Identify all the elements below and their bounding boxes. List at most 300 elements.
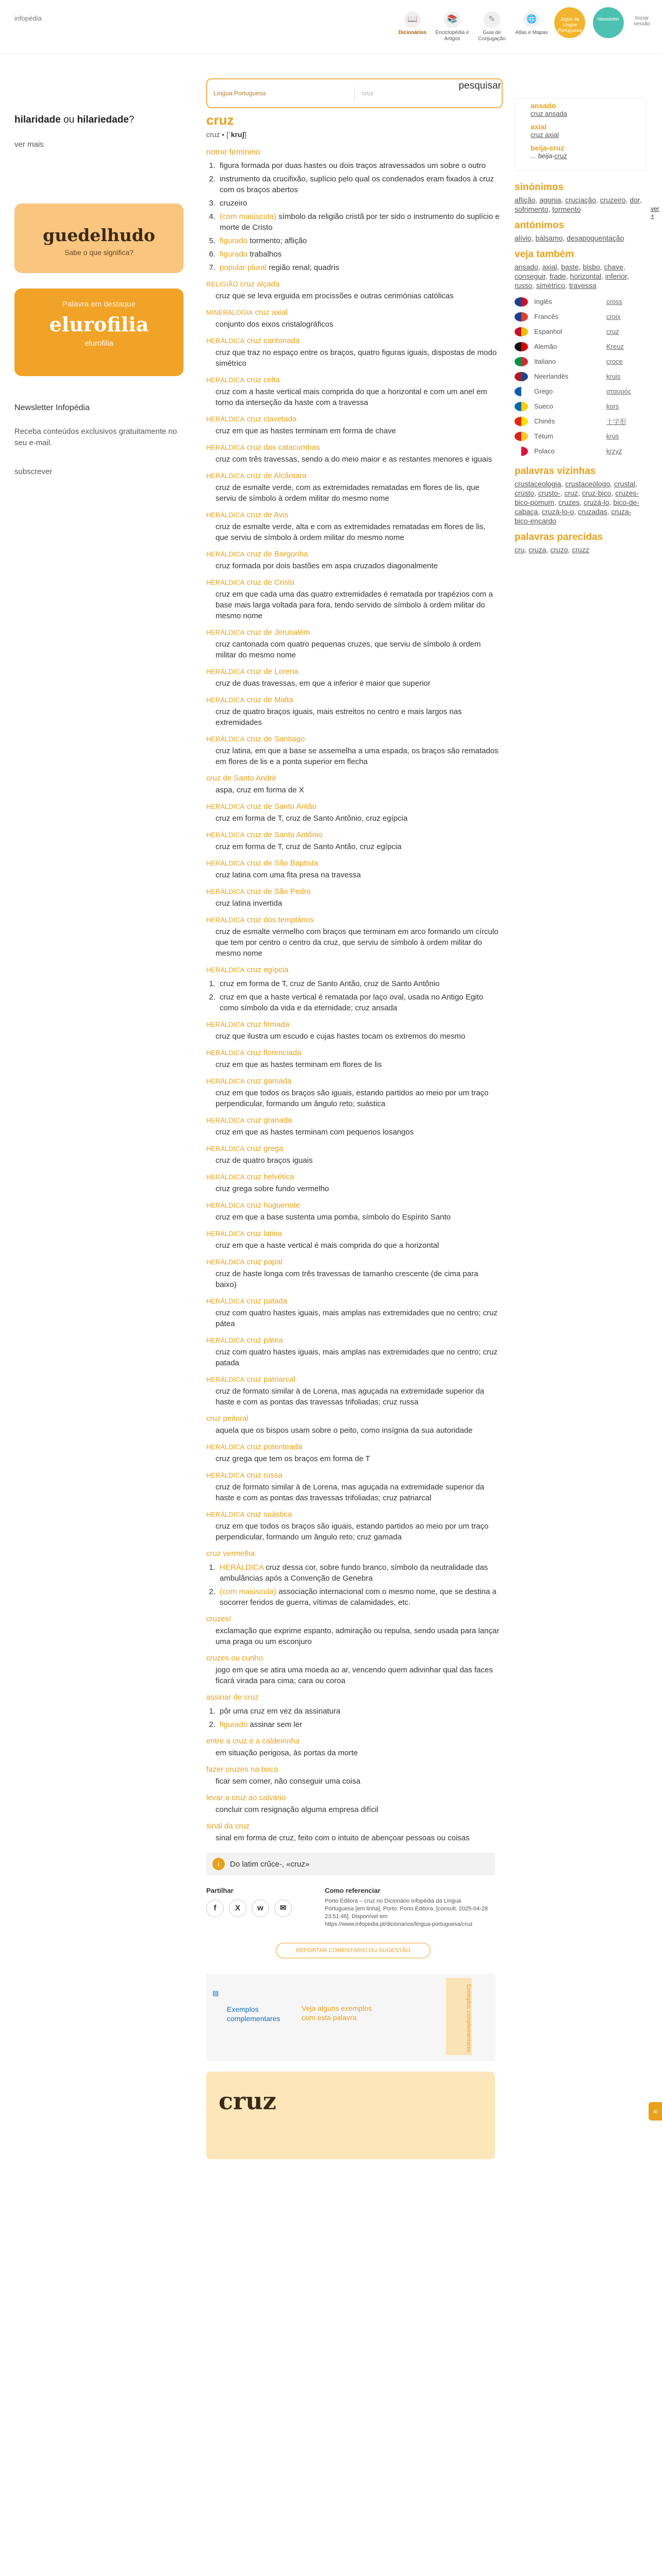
word-link[interactable]: aflição: [515, 196, 536, 204]
share-label: Partilhar: [206, 1887, 234, 1894]
subentry: [206, 1510, 500, 1543]
subentry: [206, 279, 500, 301]
etymology-text: Do latim crŭce-, «cruz»: [230, 1859, 310, 1869]
subentry-definition: cruz em forma de T, cruz de Santo Antônio, cruz egípcia: [216, 814, 408, 823]
translation-word[interactable]: 十字形: [606, 418, 627, 426]
translation-language: Alemão: [534, 343, 557, 350]
subentry-definition: aspa, cruz em forma de X: [216, 786, 304, 794]
subentry: [206, 830, 500, 852]
report-button[interactable]: REPORTAR COMENTÁRIO OU SUGESTÃO: [276, 1943, 431, 1958]
subentry-title[interactable]: [206, 1200, 500, 1211]
subentry: [206, 695, 500, 728]
translation-row[interactable]: [515, 429, 646, 444]
search-input[interactable]: cruz: [362, 90, 374, 97]
subentry-title[interactable]: [206, 1076, 500, 1087]
subentry-assinar: assinar de cruz 1. pôr uma cruz em vez da assinatura 2. figurado assinar sem ler: [206, 1692, 500, 1730]
subentry-term: cruz de Jerusalém: [246, 628, 310, 637]
subentry: [206, 1821, 500, 1843]
word-link[interactable]: cruza: [528, 546, 547, 554]
subentry-title[interactable]: [206, 1144, 500, 1154]
subentry-term: cruz potenteada: [246, 1443, 303, 1451]
whatsapp-icon[interactable]: w: [252, 1900, 269, 1917]
translation-row[interactable]: [515, 309, 646, 324]
subentry-term: cruz grega: [246, 1144, 284, 1153]
word-link[interactable]: chave: [604, 263, 623, 271]
pronunciation: ˈkruʃ: [228, 130, 245, 139]
subentry: [206, 578, 500, 621]
word-link[interactable]: cruzeiro: [600, 196, 626, 204]
nav-conjugation[interactable]: [474, 11, 510, 42]
spelling-question-mark: ?: [128, 114, 135, 125]
subentry-term: cruz patada: [246, 1297, 287, 1306]
subentry-domain: HERÁLDICA: [206, 916, 245, 924]
subentry-title[interactable]: [206, 1296, 500, 1307]
nearby-section: [515, 466, 646, 526]
subentry-title[interactable]: [206, 1765, 500, 1775]
subentry-definition: cruz de duas travessas, em que a inferior é maior que superior: [216, 679, 431, 688]
word-link[interactable]: conseguir: [515, 272, 545, 280]
subentry: [206, 1115, 500, 1138]
subentry-domain: HERÁLDICA: [206, 1145, 245, 1153]
translation-row[interactable]: [515, 384, 646, 399]
subentry-title[interactable]: [206, 1172, 500, 1182]
subentry-title[interactable]: [206, 1470, 500, 1481]
subentry-definition: cruz que se leva erguida em procissões e outras cerimónias católicas: [216, 292, 454, 300]
word-link[interactable]: cruzá-lo: [583, 498, 609, 506]
subentry-definition: cruz de haste longa com três travessas de tamanho crescente (de cima para baixo): [216, 1269, 478, 1289]
examples-ad[interactable]: [206, 1974, 495, 2061]
floating-menu-button[interactable]: ≡: [649, 2102, 662, 2121]
word-link[interactable]: horizontal: [570, 272, 602, 280]
subentry-title[interactable]: [206, 734, 500, 744]
site-logo[interactable]: infopédia: [14, 14, 42, 22]
translation-language: Italiano: [534, 358, 556, 365]
flag-icon: [515, 327, 528, 336]
word-link[interactable]: tormento: [552, 205, 581, 213]
search-button[interactable]: pesquisar: [458, 80, 501, 91]
word-link[interactable]: crustal: [614, 480, 636, 488]
subentry: [206, 1414, 500, 1436]
see-also-list: ansado, axial, baste, bisbo, chave, conseguir, frade, horizontal, inferior, russo, simétrico, travessa: [515, 263, 629, 290]
subentry-term: levar a cruz ao calvário: [206, 1793, 286, 1802]
subentry-title[interactable]: [206, 1229, 500, 1239]
flag-icon: [515, 312, 528, 321]
nearby-title: palavras vizinhas: [515, 466, 596, 477]
subentry: [206, 1442, 500, 1464]
subentry-title[interactable]: [206, 802, 500, 812]
reference-text: Porto Editora – cruz no Dicionário infopédia da Língua Portuguesa [em linha]. Porto: Porto Editora. [consult. 2025-04-28 23:51:46]. Disponível em https://www.infopedia.pt/dicionarios/lingua-portuguesa/cruz: [325, 1898, 488, 1927]
etymology-box[interactable]: [206, 1853, 495, 1875]
share-section: [206, 1887, 325, 1928]
see-also-section: [515, 249, 646, 290]
subentry-title[interactable]: [206, 1414, 500, 1424]
word-link[interactable]: axial: [542, 263, 557, 271]
flag-icon: [515, 387, 528, 396]
subentry-domain: HERÁLDICA: [206, 337, 245, 345]
subentry: [206, 471, 500, 504]
word-link[interactable]: baste: [561, 263, 579, 271]
side-tab-link[interactable]: ver +: [651, 205, 659, 219]
subentry-title[interactable]: [206, 279, 500, 290]
subentry-term: cruz russa: [246, 1471, 283, 1480]
subentry-title[interactable]: [206, 510, 500, 520]
subentry-term: cruz cantonada: [246, 336, 300, 345]
subentry-term: cruz peitoral: [206, 1414, 249, 1423]
subentry-definition: em situação perigosa, às portas da morte: [216, 1749, 358, 1757]
flag-icon: [515, 417, 528, 426]
subentry-title[interactable]: [206, 1048, 500, 1058]
translation-word[interactable]: krús: [606, 432, 619, 440]
similar-section: [515, 532, 646, 554]
subentry-domain: HERÁLDICA: [206, 1230, 245, 1238]
subentry: [206, 734, 500, 767]
translation-language: Espanhol: [534, 328, 562, 335]
etymology-icon: i: [212, 1858, 225, 1870]
subentry-term: cruzes ou cunho: [206, 1654, 263, 1663]
subentry-definition: cruz em que as hastes terminam em forma de chave: [216, 427, 396, 435]
featured-word-sub: elurofilia: [85, 339, 113, 348]
subentry-definition: cruz grega sobre fundo vermelho: [216, 1184, 329, 1193]
nav-atlas-label: Atlas e Mapas: [515, 30, 548, 36]
subentry-definition: cruz com a haste vertical mais comprida do que a horizontal e com um anel em torno da interseção da haste com a travessa: [216, 387, 487, 407]
subentry-title[interactable]: [206, 830, 500, 840]
translation-word[interactable]: cruz: [606, 328, 619, 335]
subentry-title[interactable]: [206, 858, 500, 869]
subentry-definition: ficar sem comer, não conseguir uma coisa: [216, 1777, 360, 1786]
subentry-title[interactable]: [206, 375, 500, 385]
subentry-term: cruz latina: [246, 1229, 282, 1238]
subentry-definition: exclamação que exprime espanto, admiração ou repulsa, sendo usada para lançar uma praga ou um esconjuro: [216, 1626, 500, 1646]
subentry-title[interactable]: [206, 308, 500, 318]
right-sidebar: [515, 98, 646, 554]
translation-word[interactable]: σταυρός: [606, 387, 632, 395]
syllables: cruz: [206, 130, 220, 139]
facebook-icon[interactable]: f: [206, 1900, 224, 1917]
examples-vertical-tab[interactable]: Exemplos complementares: [446, 1978, 472, 2055]
subentry-title[interactable]: [206, 1442, 500, 1452]
subentry-term: cruz de São Pedro: [246, 887, 311, 896]
subentry-domain: HERÁLDICA: [206, 376, 245, 384]
newsletter-title: Newsletter Infopédia: [14, 403, 90, 412]
syllables-line: cruz ▪ [ˈkruʃ]: [206, 130, 247, 139]
language-select[interactable]: Língua Portuguesa: [213, 90, 266, 97]
word-link[interactable]: cruzadas: [577, 507, 607, 516]
related-word[interactable]: axial cruz axial: [531, 123, 559, 139]
word-link[interactable]: cruzes: [558, 498, 580, 506]
subentry: [206, 1793, 500, 1815]
word-link[interactable]: cruza-bico-encardo: [515, 507, 632, 525]
subentry-title[interactable]: [206, 1821, 500, 1832]
word-link[interactable]: bisbo: [583, 263, 600, 271]
subentry-title[interactable]: [206, 667, 500, 677]
subentry: [206, 549, 500, 571]
word-link[interactable]: cruzes-bico-pomum: [515, 489, 639, 506]
word-link[interactable]: ansado: [515, 263, 538, 271]
reference-label: Como referenciar: [325, 1887, 380, 1894]
translation-row[interactable]: [515, 399, 646, 414]
translation-word[interactable]: krzyż: [606, 447, 622, 455]
subentry-term: cruz pátea: [246, 1336, 283, 1345]
definition-item: 7. popular plural região renal; quadris: [218, 262, 500, 273]
subentry-domain: HERÁLDICA: [206, 444, 245, 451]
subentry-domain: HERÁLDICA: [206, 1471, 245, 1479]
email-icon[interactable]: ✉: [274, 1900, 292, 1917]
word-link[interactable]: cruzo: [550, 546, 568, 554]
subentry-title[interactable]: [206, 1736, 500, 1747]
definitions-list: [218, 160, 500, 273]
nav-encyclopedia[interactable]: [434, 11, 470, 42]
translation-language: Chinês: [534, 417, 555, 425]
games-button[interactable]: Jogos da Língua Portuguesa: [554, 7, 585, 38]
subentry-term: cruz de Santo André: [206, 774, 276, 783]
subentry: [206, 1076, 500, 1109]
word-link[interactable]: desapoquentação: [567, 234, 624, 242]
subentry-domain: HERÁLDICA: [206, 511, 245, 519]
featured-word: elurofilia: [49, 313, 149, 336]
translation-language: Francês: [534, 313, 558, 320]
subentry: [206, 628, 500, 660]
subentry: [206, 336, 500, 369]
word-link[interactable]: crusto: [515, 489, 535, 497]
subentry: [206, 1229, 500, 1251]
x-twitter-icon[interactable]: X: [229, 1900, 246, 1917]
translation-row[interactable]: [515, 339, 646, 354]
related-word[interactable]: ansado cruz ansada: [531, 101, 567, 117]
word-link[interactable]: cruzá-lo-o: [541, 507, 574, 516]
subentry-domain: HERÁLDICA: [206, 1258, 245, 1266]
flag-icon: [515, 447, 528, 456]
subentry-title[interactable]: [206, 773, 500, 784]
subentry-definition: cruz de esmalte verde, com as extremidades rematadas em flores de lis, que serviu de símbolo à ordem militar do mesmo nome: [216, 483, 479, 503]
subentry-domain: HERÁLDICA: [206, 1201, 245, 1209]
subentry-title[interactable]: [206, 578, 500, 588]
subentry-title[interactable]: [206, 443, 500, 453]
subentry-term: cruz de Cristo: [246, 578, 295, 587]
subentry-domain: HERÁLDICA: [206, 1049, 245, 1057]
word-link[interactable]: bálsamo: [535, 234, 563, 242]
subentry-domain: HERÁLDICA: [206, 735, 245, 743]
bottom-word: cruz: [219, 2087, 276, 2115]
definition-item: 3. cruzeiro: [218, 198, 500, 209]
subentry-title[interactable]: [206, 414, 500, 425]
translation-row[interactable]: [515, 414, 646, 429]
word-link[interactable]: sofrimento: [515, 205, 549, 213]
subentry-definition: cruz de esmalte verde, alta e com as extremidades rematadas em flores de lis, que serviu de símbolo à ordem militar do mesmo nome: [216, 522, 486, 542]
subentry-term: cruz helvética: [246, 1173, 294, 1181]
share-and-reference: [206, 1887, 500, 1928]
word-link[interactable]: agonia: [539, 196, 561, 204]
word-link[interactable]: alívio: [515, 234, 532, 242]
word-link[interactable]: crusto-: [538, 489, 560, 497]
subentry-domain: HERÁLDICA: [206, 1297, 245, 1305]
subentry-definition: cruz em que a haste vertical é mais comprida do que a horizontal: [216, 1241, 439, 1250]
translation-language: Grego: [534, 387, 553, 395]
subentry-title[interactable]: [206, 1257, 500, 1267]
spelling-option-a: hilaridade: [14, 114, 61, 125]
expressions-list: [206, 1614, 500, 1686]
subentry: [206, 1736, 500, 1758]
word-link[interactable]: inferior: [605, 272, 627, 280]
subentry: [206, 915, 500, 959]
synonyms-section: [515, 182, 646, 214]
subentry: [206, 1765, 500, 1787]
subentry: [206, 443, 500, 465]
nav-encyclopedia-label: Enciclopédia e Artigos: [435, 30, 469, 42]
definition-item: 4. (com maiúscula) símbolo da religião cristã por ter sido o instrumento do suplício e morte de Cristo: [218, 211, 500, 233]
subentry: [206, 773, 500, 795]
subentry-title[interactable]: [206, 1793, 500, 1803]
subentry-title[interactable]: [206, 887, 500, 897]
definition-item: 2. cruz em que a haste vertical é rematada por laço oval, usada no Antigo Egito como símbolo da vida e da eternidade; cruz ansada: [218, 992, 500, 1013]
see-more-link[interactable]: ver mais: [14, 140, 44, 149]
subentry-domain: HERÁLDICA: [206, 668, 245, 675]
word-link[interactable]: russo: [515, 281, 533, 290]
subentry-domain: HERÁLDICA: [206, 831, 245, 839]
subentries-list: [206, 279, 500, 959]
word-link[interactable]: frade: [549, 272, 566, 280]
subentry: [206, 1048, 500, 1070]
translation-language: Sueco: [534, 402, 553, 410]
subentry-title[interactable]: [206, 549, 500, 560]
subscribe-link[interactable]: subscrever: [14, 467, 53, 476]
subentry-title[interactable]: [206, 1510, 500, 1520]
subentry-title[interactable]: [206, 695, 500, 705]
conjugation-icon: ✎: [484, 11, 500, 28]
subentry-title[interactable]: [206, 1335, 500, 1346]
definition-item: 1. cruz em forma de T, cruz de Santo Antão, cruz de Santo Antônio: [218, 978, 500, 989]
subentry-definition: cruz em que a base sustenta uma pomba, símbolo do Espírito Santo: [216, 1213, 451, 1222]
nav-atlas[interactable]: [514, 11, 550, 36]
word-link[interactable]: bico-de-cabaça: [515, 498, 639, 516]
subentry-term: cruz de Alcântara: [246, 471, 307, 480]
nav-dictionaries[interactable]: [394, 11, 431, 36]
spelling-or: ou: [60, 114, 77, 125]
subentry-title[interactable]: [206, 1375, 500, 1385]
subentry-title[interactable]: [206, 1653, 500, 1664]
subentry: [206, 667, 500, 689]
featured-label: Palavra em destaque: [62, 300, 136, 309]
subentry-definition: cruz latina, em que a base se assemelha a uma espada, os braços são rematados em flores de lis e a ponta superior em flecha: [216, 747, 499, 766]
subentry-domain: HERÁLDICA: [206, 803, 245, 810]
subentry-domain: HERÁLDICA: [206, 472, 245, 480]
translation-row[interactable]: [515, 354, 646, 369]
examples-description: Veja alguns exemplos com esta palavra: [302, 2004, 372, 2022]
subentry-domain: HERÁLDICA: [206, 629, 245, 636]
subentry-title[interactable]: [206, 471, 500, 481]
subentry-title[interactable]: [206, 1020, 500, 1030]
word-link[interactable]: cruz-bico: [582, 489, 611, 497]
flag-icon: [515, 432, 528, 441]
antonyms-list: alívio, bálsamo, desapoquentação: [515, 234, 624, 242]
part-of-speech: nome feminino: [206, 148, 260, 157]
subentry-domain: HERÁLDICA: [206, 579, 245, 586]
word-link[interactable]: travessa: [569, 281, 597, 290]
translation-row[interactable]: [515, 444, 646, 459]
word-quiz-card[interactable]: [14, 204, 184, 273]
subentry-egipcia: HERÁLDICA cruz egípcia 1. cruz em forma de T, cruz de Santo Antão, cruz de Santo Antônio 2. cruz em que a haste vertical é rematada por laço oval, usada no Antigo Egito como símbolo da vida e da eternidade; cruz ansada: [206, 965, 500, 1013]
word-link[interactable]: cruz: [564, 489, 578, 497]
subentry-title[interactable]: [206, 915, 500, 925]
subentry: [206, 802, 500, 824]
subentry-definition: cruz com quatro hastes iguais, mais amplas nas extremidades que no centro; cruz patada: [216, 1348, 498, 1367]
subentry-term: cruz patriarcal: [246, 1375, 295, 1384]
translation-language: Tétum: [534, 432, 553, 440]
subentry-term: cruz axial: [255, 308, 288, 317]
related-word[interactable]: beija-cruz ... beija-cruz: [531, 144, 567, 160]
subentry-term: cruz papal: [246, 1258, 283, 1266]
subentry-domain: HERÁLDICA: [206, 696, 245, 704]
subentry: [206, 1200, 500, 1223]
translation-word[interactable]: kors: [606, 402, 619, 410]
subentry-term: sinal da cruz: [206, 1822, 250, 1831]
subentry: [206, 1375, 500, 1408]
translation-word[interactable]: croix: [606, 313, 621, 320]
word-link[interactable]: cruciação: [565, 196, 596, 204]
subentry-term: cruzes!: [206, 1615, 231, 1623]
subentry-definition: cruz com quatro hastes iguais, mais amplas nas extremidades que no centro; cruz pátea: [216, 1309, 498, 1328]
subentry-term: cruz granada: [246, 1116, 292, 1125]
translation-row[interactable]: [515, 324, 646, 339]
login-link[interactable]: Iniciar sessão: [634, 15, 650, 27]
newsletter-text: Receba conteúdos exclusivos gratuitamente no seu e-mail.: [14, 427, 177, 447]
subentry-term: cruz das catacumbas: [246, 443, 320, 452]
subentry: [206, 1296, 500, 1329]
translation-word[interactable]: kruis: [606, 372, 621, 380]
subentry-term: cruz de Santo Antônio: [246, 831, 323, 839]
subentry-definition: cruz de formato similar à de Lorena, mas aguçada na extremidade superior da haste e com as pontas das travessas trifoliadas; cruz patriarcal: [216, 1483, 485, 1502]
subentry-domain: HERÁLDICA: [206, 550, 245, 558]
word-link[interactable]: simétrico: [536, 281, 566, 290]
subentry-domain: RELIGIÃO: [206, 280, 238, 288]
subentry-definition: sinal em forma de cruz, feito com o intuito de abençoar pessoas ou coisas: [216, 1834, 470, 1842]
expressions-list-2: [206, 1736, 500, 1843]
subentry-domain: HERÁLDICA: [206, 1077, 245, 1085]
flag-icon: [515, 342, 528, 351]
translation-word[interactable]: Kreuz: [606, 343, 624, 350]
word-link[interactable]: dor: [630, 196, 640, 204]
word-link[interactable]: cruzz: [572, 546, 589, 554]
featured-word-card[interactable]: [14, 289, 184, 376]
reference-section: [325, 1887, 490, 1928]
related-words-box: [515, 98, 646, 171]
nearby-list: crustaceologia, crustaceólogo, crustal, crusto, crusto-, cruz, cruz-bico, cruzes-bico-pomum, cruzes, cruzá-lo, bico-de-cabaça, cruzá-lo-o, cruzadas, cruza-bico-encardo: [515, 480, 639, 525]
spelling-question[interactable]: [14, 114, 134, 126]
subentry-domain: HERÁLDICA: [206, 415, 245, 423]
flag-icon: [515, 297, 528, 307]
examples-label: Exemplos complementares: [227, 2005, 280, 2023]
subentry-domain: HERÁLDICA: [206, 1443, 245, 1451]
translation-word[interactable]: croce: [606, 358, 623, 365]
subentry-title[interactable]: [206, 1614, 500, 1624]
word-link[interactable]: crustaceologia: [515, 480, 561, 488]
translation-row[interactable]: [515, 294, 646, 309]
subentry-definition: cruz que traz no espaço entre os braços, quatro figuras iguais, dispostas de modo simétrico: [216, 348, 497, 368]
subentry-title[interactable]: [206, 1115, 500, 1126]
similar-list: cru, cruza, cruzo, cruzz: [515, 546, 589, 554]
newsletter-button[interactable]: Newsletter: [593, 7, 624, 38]
word-link[interactable]: cru: [515, 546, 525, 554]
subentry-title[interactable]: [206, 628, 500, 638]
subentry-definition: cruz cantonada com quatro pequenas cruzes, que serviu de símbolo à ordem militar do mesmo nome: [216, 640, 481, 659]
translation-row[interactable]: [515, 369, 646, 384]
translation-word[interactable]: cross: [606, 298, 623, 306]
subentry: [206, 308, 500, 330]
subentry-definition: conjunto dos eixos cristalográficos: [216, 320, 334, 329]
word-link[interactable]: crustaceólogo: [565, 480, 610, 488]
encyclopedia-icon: 📚: [444, 11, 460, 28]
subentry-title[interactable]: [206, 336, 500, 346]
subentry-definition: cruz latina com uma fita presa na travessa: [216, 871, 361, 879]
